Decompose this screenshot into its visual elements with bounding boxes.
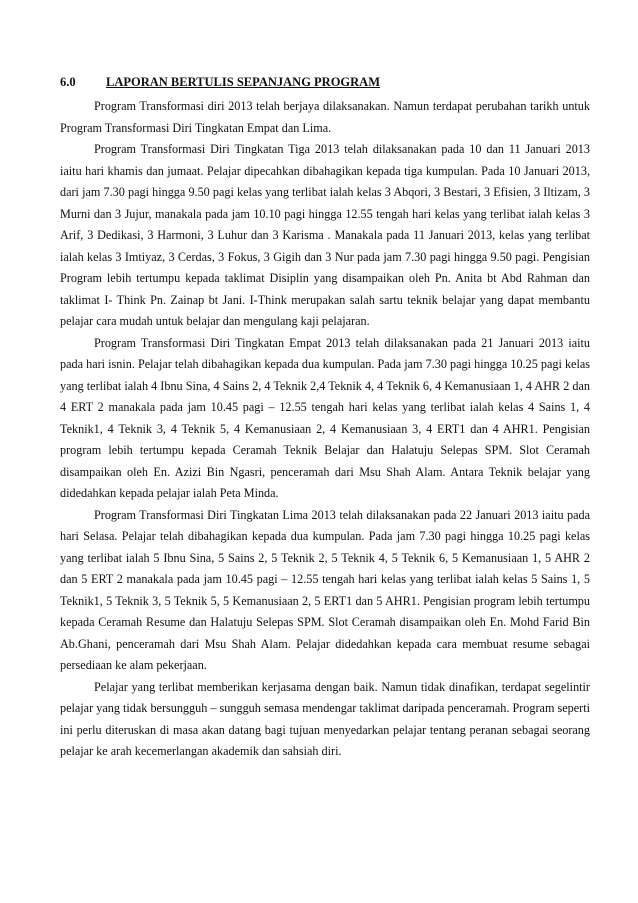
paragraph-tingkatan-lima: Program Transformasi Diri Tingkatan Lima 2013 telah dilaksanakan pada 22 Januari 2013 iaitu pada hari Selasa. Pelajar telah dibahagikan kepada dua kumpulan. Pada jam 7.30 pagi hingga 10.25 pagi kelas yang terlibat ialah 5 Ibnu Sina, 5 Sains 2, 5 Teknik 2, 5 Teknik 4, 5 Teknik 6, 5 Kemanusiaan 1, 5 AHR 2 dan 5 ERT 2 manakala pada jam 10.45 pagi – 12.55 tengah hari kelas yang terlibat ialah kelas 5 Sains 1, 5 Teknik1, 5 Teknik 3, 5 Teknik 5, 5 Kemanusiaan 2, 5 ERT1 dan 5 AHR1. Pengisian program lebih tertumpu kepada Ceramah Resume dan Halatuju Selepas SPM. Slot Ceramah disampaikan oleh En. Mohd Farid Bin Ab.Ghani, penceramah dari Msu Shah Alam. Pelajar didedahkan kepada cara membuat resume sebagai persediaan ke alam pekerjaan. — [60, 507, 590, 672]
section-heading — [60, 75, 590, 90]
paragraph-tingkatan-empat: Program Transformasi Diri Tingkatan Empat 2013 telah dilaksanakan pada 21 Januari 2013 iaitu pada hari isnin. Pelajar telah dibahagikan kepada dua kumpulan. Pada jam 7.30 pagi hingga 10.25 pagi kelas yang terlibat ialah 4 Ibnu Sina, 4 Sains 2, 4 Teknik 2,4 Teknik 4, 4 Teknik 6, 4 Kemanusiaan 1, 4 AHR 2 dan 4 ERT 2 manakala pada jam 10.45 pagi – 12.55 tengah hari kelas yang terlibat ialah kelas 4 Sains 1, 4 Teknik1, 4 Teknik 3, 4 Teknik 5, 4 Kemanusiaan 2, 4 Kemanusiaan 3, 4 ERT1 dan 4 AHR1. Pengisian program lebih tertumpu kepada Ceramah Teknik Belajar dan Halatuju Selepas SPM. Slot Ceramah disampaikan oleh En. Azizi Bin Ngasri, penceramah dari Msu Shah Alam. Antara Teknik belajar yang didedahkan kepada pelajar ialah Peta Minda. — [60, 335, 590, 500]
paragraph-conclusion: Pelajar yang terlibat memberikan kerjasama dengan baik. Namun tidak dinafikan, terdapat segelintir pelajar yang tidak bersungguh – sungguh semasa mendengar taklimat daripada penceramah. Program seperti ini perlu diteruskan di masa akan datang bagi tujuan menyedarkan pelajar tentang peranan sebagai seorang pelajar ke arah kecemerlangan akademik dan sahsiah diri. — [60, 679, 590, 758]
paragraph-intro: Program Transformasi diri 2013 telah berjaya dilaksanakan. Namun terdapat perubahan tarikh untuk Program Transformasi Diri Tingkatan Empat dan Lima. — [60, 99, 590, 135]
paragraph-tingkatan-tiga: Program Transformasi Diri Tingkatan Tiga 2013 telah dilaksanakan pada 10 dan 11 Januari 2013 iaitu hari khamis dan jumaat. Pelajar dipecahkan dibahagikan kepada tiga kumpulan. Pada 10 Januari 2013, dari jam 7.30 pagi hingga 9.50 pagi kelas yang terlibat ialah kelas 3 Abqori, 3 Bestari, 3 Efisien, 3 Iltizam, 3 Murni dan 3 Jujur, manakala pada jam 10.10 pagi hingga 12.55 tengah hari kelas yang terlibat ialah kelas 3 Arif, 3 Dedikasi, 3 Harmoni, 3 Luhur dan 3 Karisma . Manakala pada 11 Januari 2013, kelas yang terlibat ialah kelas 3 Imtiyaz, 3 Cerdas, 3 Fokus, 3 Gigih dan 3 Nur pada jam 7.30 pagi hingga 9.50 pagi. Pengisian Program lebih tertumpu kepada taklimat Disiplin yang disampaikan oleh Pn. Anita bt Abd Rahman dan taklimat I- Think Pn. Zainap bt Jani. I-Think merupakan salah sartu teknik belajar yang dapat membantu pelajar cara mudah untuk belajar dan mengulang kaji pelajaran. — [60, 142, 590, 328]
section-title: LAPORAN BERTULIS SEPANJANG PROGRAM — [106, 75, 380, 89]
section-number: 6.0 — [60, 75, 76, 89]
report-body — [60, 96, 590, 763]
